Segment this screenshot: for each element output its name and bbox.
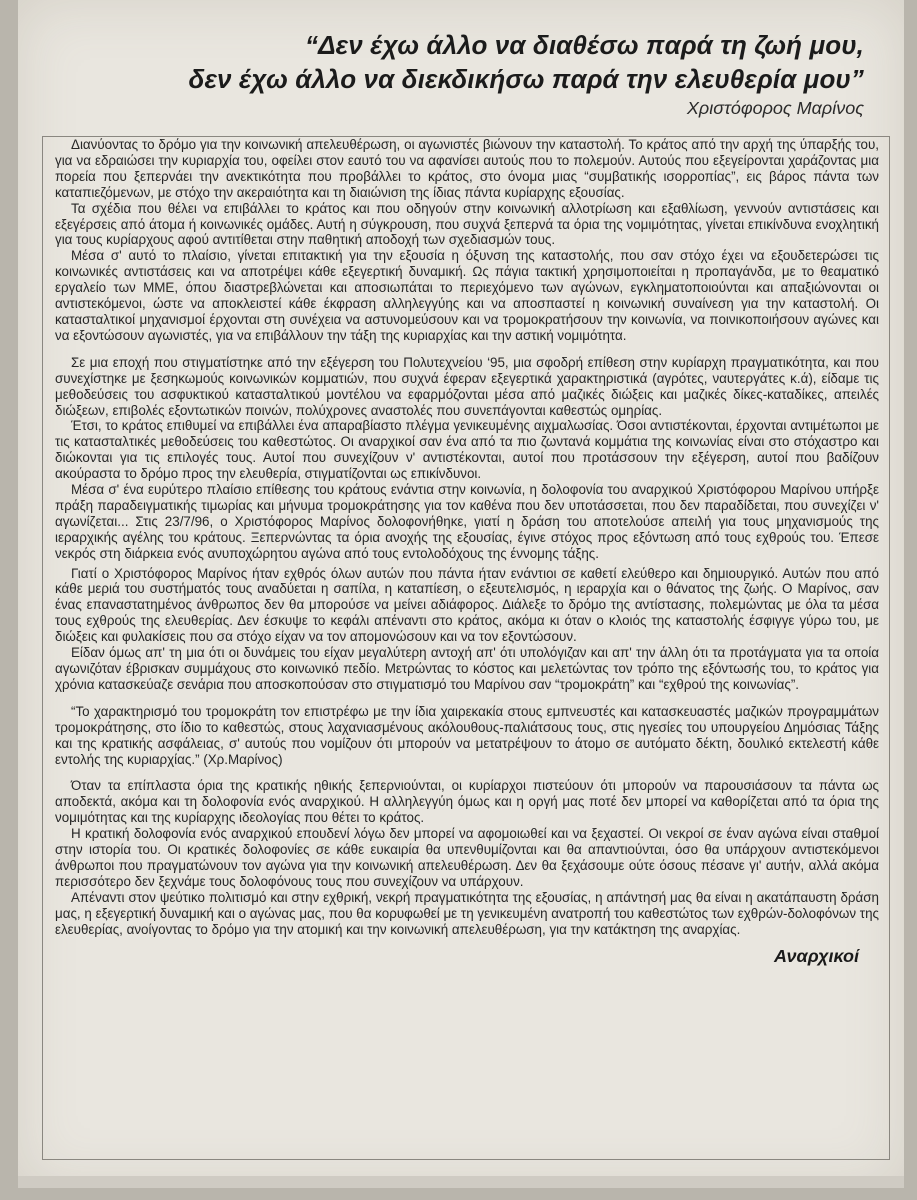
paragraph: Έτσι, το κράτος επιθυμεί να επιβάλλει ένα απαραβίαστο πλέγμα γενικευμένης αιχμαλωσίας. Όσοι αντιστέκονται, έρχονται αντιμέτωποι με τις κατασταλτικές μεθοδεύσεις του καθεστώτος. Οι αναρχικοί σαν ένα από τα πιο ζωντανά κομμάτια της κοινωνίας είναι στο στόχαστρο και διώκονται για τις επιλογές τους. Αυτοί που συνεχίζουν ν' αντιστέκονται, αυτοί που προτάσσουν την εξέγερση, αυτοί που βαδίζουν ακούραστα το δρόμο προς την ελευθερία, στιγματίζονται ως επικίνδυνοι. xyxy=(55,418,879,482)
paragraph: Τα σχέδια που θέλει να επιβάλλει το κράτος και που οδηγούν στην κοινωνική αλλοτρίωση και εξαθλίωση, γεννούν αντιστάσεις και εξεγέρσεις από άτομα ή κοινωνικές ομάδες. Αυτή η σύγκρουση, που συχνά ξεπερνά τα όρια της νομιμότητας, γίνεται επικίνδυνα ενοχλητική για τους κυρίαρχους αφού αντιτίθεται στην παθητική αποδοχή των σχεδιασμών τους. xyxy=(55,200,879,248)
newspaper-page xyxy=(18,0,904,1188)
signature: Αναρχικοί xyxy=(774,945,859,966)
paragraph: Διανύοντας το δρόμο για την κοινωνική απελευθέρωση, οι αγωνιστές βιώνουν την καταστολή. Το κράτος από την αρχή της ύπαρξής του, για να εδραιώσει την κυριαρχία του, οφείλει στον εαυτό του να αφανίσει αυτούς που το πολεμούν. Αυτούς που εξεγείρονται χαράζοντας μια πορεία που ξεπερνάει την ανεκτικότητα που προβάλλει το κράτος, στο όνομα μιας “συμβατικής ισορροπίας”, εις βάρος πάντα των καταπιεζόμενων, με στόχο την ακεραιότητα και τη διαιώνιση της ίδιας πάντα κυρίαρχης εξουσίας. xyxy=(55,137,879,200)
page-bottom-edge xyxy=(18,1176,904,1188)
epigraph-quote-line-1: “Δεν έχω άλλο να διαθέσω παρά τη ζωή μου, xyxy=(305,30,864,60)
marinos-quote: “Το χαρακτηρισμό του τρομοκράτη τον επιστρέφω με την ίδια χαιρεκακία στους εμπνευστές και κατασκευαστές μαζικών προγραμμάτων τρομοκράτησης, στο ίδιο το καθεστώς, στους λαχανιασμένους ακόλουθους-παλιάτσους τους, στις ηγεσίες του υπουργείου Δημόσιας Τάξης και της κρατικής ασφάλειας, σ' αυτούς που νομίζουν ότι μπορούν να μετατρέψουν το άτομο σε αυτόματο δέκτη, δουλικό εκτελεστή κάθε εντολής της κυριαρχίας.” (Χρ.Μαρίνος) xyxy=(55,703,879,767)
paragraph: Είδαν όμως απ' τη μια ότι οι δυνάμεις του είχαν μεγαλύτερη αντοχή απ' ότι υπολόγιζαν και απ' την άλλη ότι τα προτάγματα για τα οποία αγωνιζόταν έβρισκαν συμμάχους στο κοινωνικό πεδίο. Μετρώντας το κόστος και μελετώντας τον τρόπο της εξόντωσής του, το κράτος για χρόνια κατασκεύαζε σενάρια που αποσκοπούσαν στο στιγματισμό του Μαρίνου σαν “τρομοκράτη” και “εχθρού της κοινωνίας”. xyxy=(55,645,879,692)
paragraph: Σε μια εποχή που στιγματίστηκε από την εξέγερση του Πολυτεχνείου ‘95, μια σφοδρή επίθεση στην κυρίαρχη πραγματικότητα, και που συνεχίστηκε με ξεσηκωμούς κοινωνικών κομματιών, που συχνά έφεραν εξεγερτικά χαρακτηριστικά (αγρότες, ναυτεργάτες κ.ά), είδαμε τις μεθοδεύσεις του ασφυκτικού κατασταλτικού μοντέλου να εφαρμόζονται μέσα από μαζικές διώξεις και μαζικές δίκες-καταδίκες, απειλές διώξεων, επιβολές εξοντωτικών ποινών, πολύχρονες αναστολές που συνεπάγονται καθεστώς ομηρίας. xyxy=(55,354,879,418)
paragraph: Η κρατική δολοφονία ενός αναρχικού επουδενί λόγω δεν μπορεί να αφομοιωθεί και να ξεχαστεί. Οι νεκροί σε έναν αγώνα είναι σταθμοί στην ιστορία του. Οι κρατικές δολοφονίες σε κάθε ευκαιρία θα υπενθυμίζονται και θα απαντιούνται, όσο θα υπάρχουν αντιστεκόμενοι άνθρωποι που πραγματώνουν τον αγώνα για την κοινωνική απελευθέρωση. Δεν θα ξεχάσουμε ούτε όσους πέσανε γι' αυτήν, αλλά ακόμα περισσότερο δεν ξεχνάμε τους δολοφόνους τους που συνεχίζουν να υπάρχουν. xyxy=(55,826,879,889)
epigraph-quote-line-2: δεν έχω άλλο να διεκδικήσω παρά την ελευθερία μου” xyxy=(188,64,864,94)
paragraph: Γιατί ο Χριστόφορος Μαρίνος ήταν εχθρός όλων αυτών που πάντα ήταν ενάντιοι σε καθετί ελεύθερο και δημιουργικό. Αυτών που από κάθε μεριά του συστήματός τους αναδύεται η σαπίλα, η καταπίεση, ο εξευτελισμός, η ιεραρχία και ο θάνατος της ζωής. Ο Μαρίνος, σαν ένας επαναστατημένος άνθρωπος δεν θα μπορούσε να μείνει αδιάφορος. Διάλεξε το δρόμο της αντίστασης, πολεμώντας με όλα τα μέσα τους εχθρούς της ελευθερίας. Δεν έσκυψε το κεφάλι απέναντι στο κράτος, ακόμα κι όταν ο κλοιός της καταστολής έσφιγγε γύρω του, με διώξεις και φυλακίσεις που σα στόχο είχαν να τον απομονώσουν και να τον εξοντώσουν. xyxy=(55,565,879,645)
paragraph: Απέναντι στον ψεύτικο πολιτισμό και στην εχθρική, νεκρή πραγματικότητα της εξουσίας, η απάντησή μας θα είναι η ακατάπαυστη δράση μας, η εξεγερτική δυναμική και ο αγώνας μας, που θα κορυφωθεί με τη γενικευμένη ανατροπή του καθεστώτος των εχθρών-δολοφόνων της ελευθερίας, ανοίγοντας το δρόμο για την ατομική και την κοινωνική απελευθέρωση, για την κατάκτηση της αναρχίας. xyxy=(55,889,879,937)
paragraph: Μέσα σ' ένα ευρύτερο πλαίσιο επίθεσης του κράτους ενάντια στην κοινωνία, η δολοφονία του αναρχικού Χριστόφορου Μαρίνου υπήρξε πράξη παραδειγματικής τιμωρίας και μήνυμα τρομοκράτησης για τον καθένα που δεν υποτάσσεται, που δεν παραδίδεται, που συνεχίζει ν' αγωνίζεται... Στις 23/7/96, ο Χριστόφορος Μαρίνος δολοφονήθηκε, γιατί η δράση του αποτελούσε απειλή για τους μηχανισμούς της ιεραρχικής αγέλης του κράτους. Ξεπερνώντας τα όρια ανοχής της εξουσίας, έγινε στόχος προς εξόντωση από τους εχθρούς του. Έπεσε νεκρός στη διάρκεια ενός ανυποχώρητου αγώνα από τους εντολοδόχους της έννομης τάξης. xyxy=(55,482,879,561)
paragraph: Όταν τα επίπλαστα όρια της κρατικής ηθικής ξεπερνιούνται, οι κυρίαρχοι πιστεύουν ότι μπορούν να παρουσιάσουν τα πάντα ως αποδεκτά, ακόμα και τη δολοφονία ενός αναρχικού. Η αλληλεγγύη όμως και η οργή μας ποτέ δεν μπορεί να καθορίζεται από τα όρια της νομιμότητας και της κυρίαρχης ιδεολογίας που θέτει το κράτος. xyxy=(55,778,879,826)
epigraph xyxy=(188,28,864,119)
epigraph-author: Χριστόφορος Μαρίνος xyxy=(686,98,864,118)
article-body xyxy=(42,136,890,1160)
paragraph: Μέσα σ' αυτό το πλαίσιο, γίνεται επιτακτική για την εξουσία η όξυνση της καταστολής, που σαν στόχο έχει να εξουδετερώσει τις κοινωνικές αντιστάσεις και να αποτρέψει κάθε εξεγερτική δυναμική. Ως πάγια τακτική χρησιμοποιείται η προπαγάνδα, με το θεαματικό εργαλείο των ΜΜΕ, όπου διαστρεβλώνεται και αποσιωπάται το περιεχόμενο των αγώνων, εγκληματοποιούνται και απαξιώνονται οι αντιστεκόμενοι, ώστε να αποκλειστεί κάθε έκφραση αλληλεγγύης και να αποσπαστεί η κοινωνική συναίνεση για την καταστολή. Οι κατασταλτικοί μηχανισμοί έρχονται στη συνέχεια να αστυνομεύσουν και να τρομοκρατήσουν την κοινωνία, να ποινικοποιήσουν αγώνες και να εξοντώσουν αγωνιστές, για να επιβάλλουν την τάξη της κυριαρχίας και την αστική νομιμότητα. xyxy=(55,248,879,343)
